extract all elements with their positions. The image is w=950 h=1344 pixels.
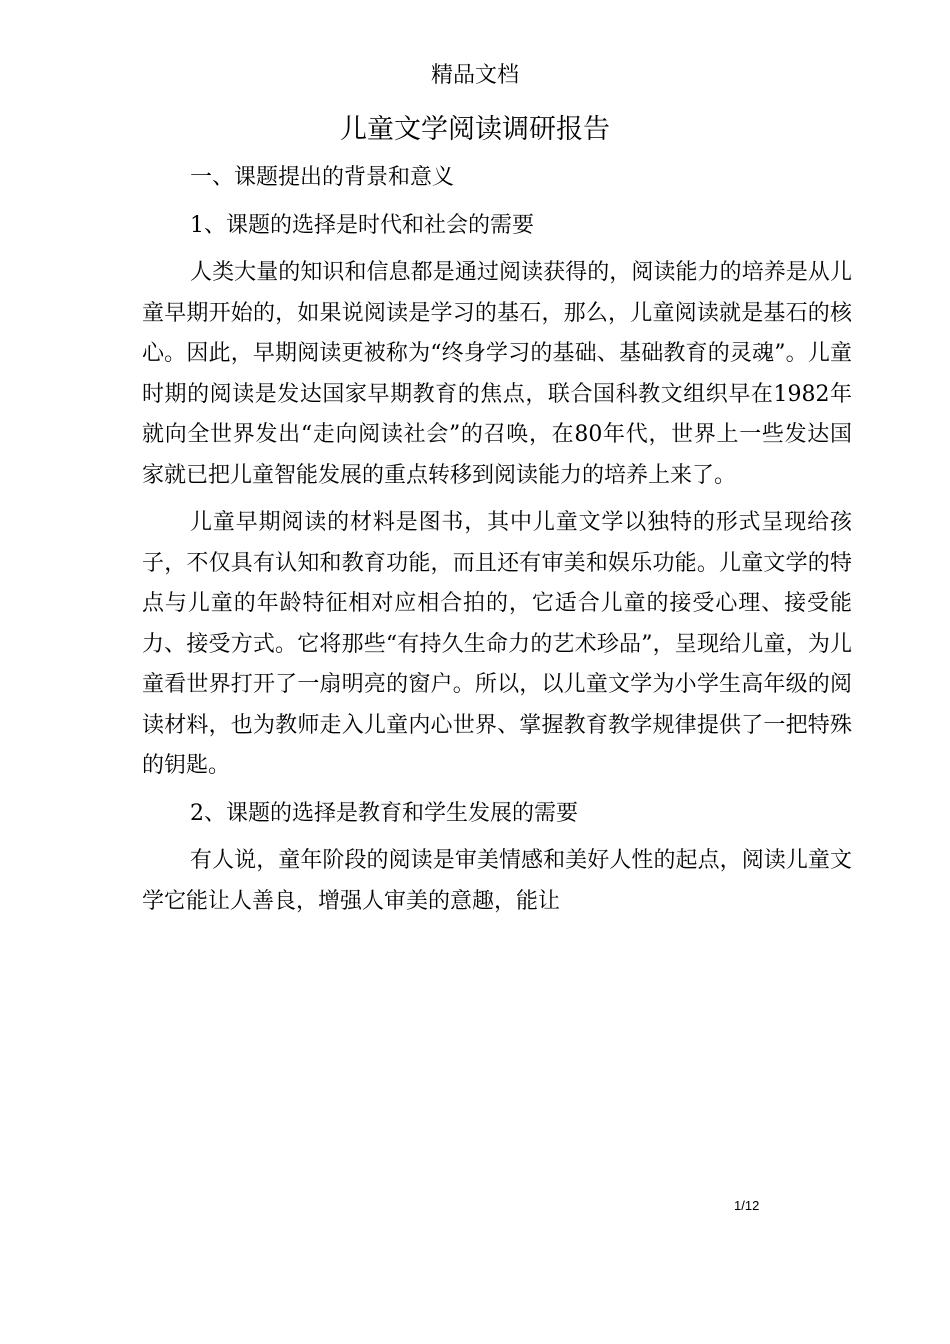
paragraph-1: 人类大量的知识和信息都是通过阅读获得的，阅读能力的培养是从儿童早期开始的，如果说阅读是学习的基石，那么，儿童阅读就是基石的核心。因此，早期阅读更被称为“终身学习的基础、基础教育的灵魂”。儿童时期的阅读是发达国家早期教育的焦点，联合国科教文组织早在1982年就向全世界发出“走向阅读社会”的召唤，在80年代，世界上一些发达国家就已把儿童智能发展的重点转移到阅读能力的培养上来了。 — [142, 260, 852, 488]
sub-heading-2: 2、课题的选择是教育和学生发展的需要 — [190, 800, 578, 826]
paragraph-2: 儿童早期阅读的材料是图书，其中儿童文学以独特的形式呈现给孩子，不仅具有认知和教育功能，而且还有审美和娱乐功能。儿童文学的特点与儿童的年龄特征相对应相合拍的，它适合儿童的接受心理、接受能力、接受方式。它将那些“有持久生命力的艺术珍品”，呈现给儿童，为儿童看世界打开了一扇明亮的窗户。所以，以儿童文学为小学生高年级的阅读材料，也为教师走入儿童内心世界、掌握教育教学规律提供了一把特殊的钥匙。 — [142, 510, 852, 778]
document-body — [142, 158, 852, 922]
paragraph-3: 有人说，童年阶段的阅读是审美情感和美好人性的起点，阅读儿童文学它能让人善良，增强人审美的意趣，能让 — [142, 848, 852, 914]
sub-heading-1: 1、课题的选择是时代和社会的需要 — [190, 212, 534, 238]
section-heading: 一、课题提出的背景和意义 — [190, 165, 455, 190]
header-label: 精品文档 — [430, 63, 519, 88]
document-title: 儿童文学阅读调研报告 — [340, 114, 610, 145]
page-number: 1/12 — [734, 1198, 760, 1213]
